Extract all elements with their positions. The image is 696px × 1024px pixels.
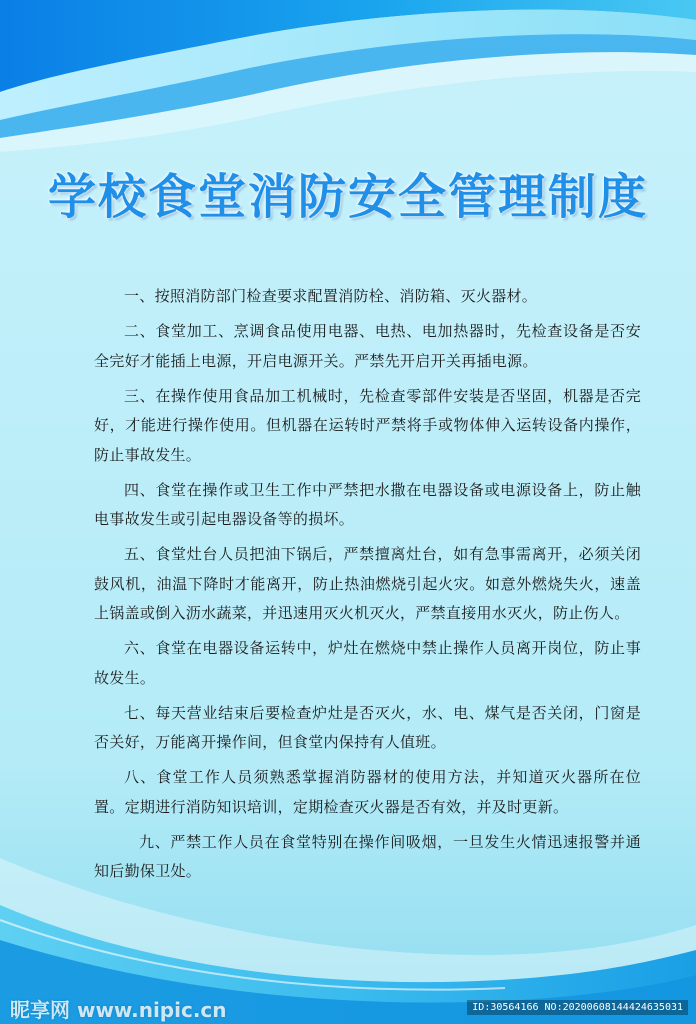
- regulation-item-5: 五、食堂灶台人员把油下锅后，严禁擅离灶台，如有急事需离开，必须关闭鼓风机，油温下降时才能离开，防止热油燃烧引起火灾。如意外燃烧失火，速盖上锅盖或倒入沥水蔬菜，并迅速用灭火机灭火，严禁直接用水灭火，防止伤人。: [94, 545, 641, 622]
- watermark-site: 昵享网 www.nipic.cn: [10, 998, 227, 1022]
- regulation-item-4: 四、食堂在操作或卫生工作中严禁把水撒在电器设备或电源设备上，防止触电事故发生或引起电器设备等的损坏。: [94, 480, 641, 528]
- regulation-item-3: 三、在操作使用食品加工机械时，先检查零部件安装是否坚固，机器是否完好，才能进行操作使用。但机器在运转时严禁将手或物体伸入运转设备内操作，防止事故发生。: [94, 386, 641, 464]
- regulation-item-9: 九、严禁工作人员在食堂特别在操作间吸烟，一旦发生火情迅速报警并通知后勤保卫处。: [94, 832, 641, 880]
- regulation-item-7: 七、每天营业结束后要检查炉灶是否灭火，水、电、煤气是否关闭，门窗是否关好，万能离开操作间，但食堂内保持有人值班。: [94, 703, 641, 751]
- regulation-item-2: 二、食堂加工、烹调食品使用电器、电热、电加热器时，先检查设备是否安全完好才能插上电源，开启电源开关。严禁先开启开关再插电源。: [94, 322, 641, 370]
- page-title: 学校食堂消防安全管理制度: [47, 169, 648, 225]
- regulation-item-8: 八、食堂工作人员须熟悉掌握消防器材的使用方法，并知道灭火器所在位置。定期进行消防知识培训，定期检查灭火器是否有效，并及时更新。: [94, 768, 641, 816]
- watermark-id: ID:30564166 NO:20200608144424635031: [467, 1000, 688, 1015]
- regulation-text: [94, 282, 641, 892]
- regulation-item-6: 六、食堂在电器设备运转中，炉灶在燃烧中禁止操作人员离开岗位，防止事故发生。: [94, 639, 641, 687]
- regulation-item-1: 一、按照消防部门检查要求配置消防栓、消防箱、灭火器材。: [124, 287, 538, 305]
